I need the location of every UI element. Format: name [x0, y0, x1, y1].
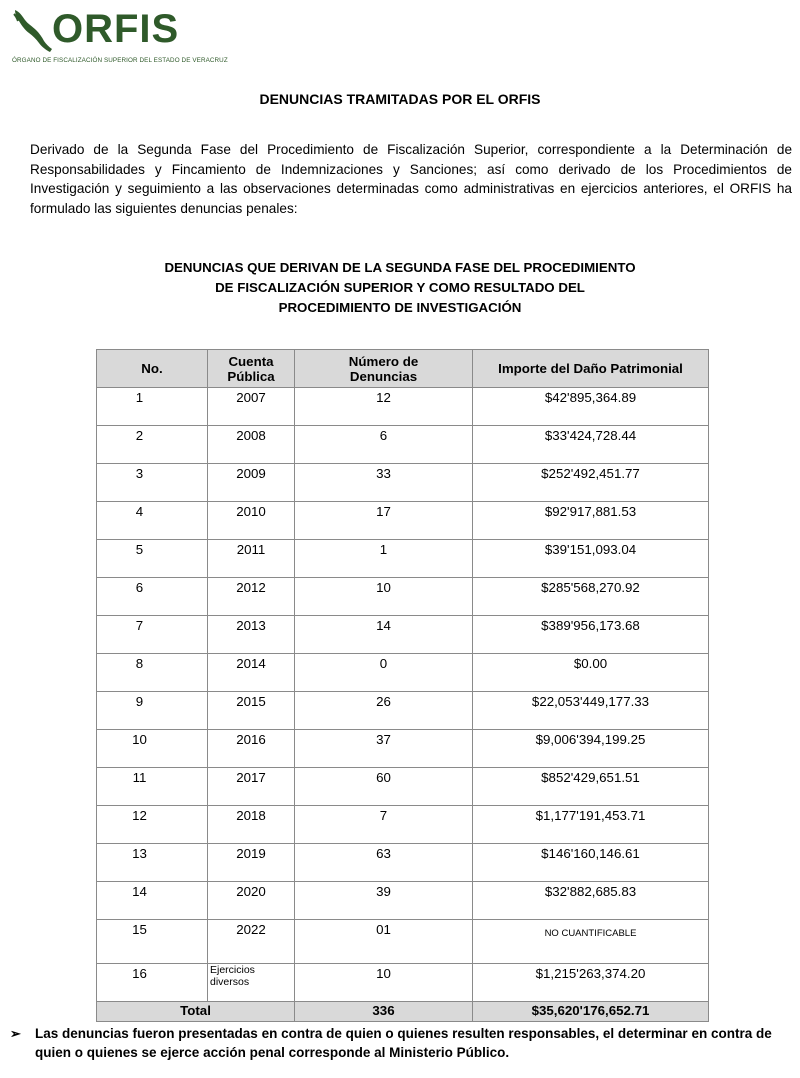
- cell-importe: $39'151,093.04: [473, 540, 709, 578]
- cell-cuenta: 2013: [208, 616, 295, 654]
- cell-importe: $1,177'191,453.71: [473, 806, 709, 844]
- cell-cuenta: 2012: [208, 578, 295, 616]
- cell-no: 14: [132, 884, 147, 899]
- cell-no: 15: [132, 922, 147, 937]
- logo-wordmark: ORFIS: [52, 7, 180, 51]
- table-row: [97, 578, 709, 616]
- cell-no: 10: [132, 732, 147, 747]
- cell-no: 1: [135, 390, 144, 405]
- intro-paragraph: Derivado de la Segunda Fase del Procedimiento de Fiscalización Superior, correspondiente a la Determinación de Responsabilidades y Fincamiento de Indemnizaciones y Sanciones; así como derivado de los Procedimientos de Investigación y seguimiento a las observaciones determinadas como administrativas en ejercicios anteriores, el ORFIS ha formulado las siguientes denuncias penales:: [30, 142, 792, 216]
- cell-cuenta: 2007: [208, 388, 295, 426]
- cell-denuncias: 39: [295, 882, 473, 920]
- cell-importe: $22,053'449,177.33: [473, 692, 709, 730]
- cell-denuncias: 6: [295, 426, 473, 464]
- table-row: [97, 964, 709, 1002]
- cell-denuncias: 37: [295, 730, 473, 768]
- table-row: [97, 882, 709, 920]
- logo-subtitle: ÓRGANO DE FISCALIZACIÓN SUPERIOR DEL ESTADO DE VERACRUZ: [12, 57, 228, 64]
- denuncias-table: [96, 349, 709, 1022]
- table-row: [97, 426, 709, 464]
- table-heading-line: DE FISCALIZACIÓN SUPERIOR Y COMO RESULTADO DEL: [215, 280, 585, 295]
- arrow-bullet-icon: ➢: [10, 1026, 21, 1041]
- table-row: [97, 692, 709, 730]
- veracruz-map-icon: [12, 6, 54, 54]
- cell-denuncias: 17: [295, 502, 473, 540]
- cell-denuncias: 60: [295, 768, 473, 806]
- cell-cuenta: 2014: [208, 654, 295, 692]
- header-cuenta-publica: [208, 350, 295, 388]
- cell-importe: $42'895,364.89: [473, 388, 709, 426]
- cell-denuncias: 7: [295, 806, 473, 844]
- cell-importe: $389'956,173.68: [473, 616, 709, 654]
- cell-cuenta: 2017: [208, 768, 295, 806]
- cell-importe: $1,215'263,374.20: [473, 964, 709, 1002]
- table-heading-line: DENUNCIAS QUE DERIVAN DE LA SEGUNDA FASE DEL PROCEDIMIENTO: [164, 260, 636, 275]
- cell-importe: NO CUANTIFICABLE: [473, 920, 709, 964]
- table-row: [97, 654, 709, 692]
- cell-cuenta: 2010: [208, 502, 295, 540]
- total-importe: $35,620'176,652.71: [473, 1002, 709, 1022]
- header-numero-line2: Denuncias: [349, 368, 418, 384]
- cell-denuncias: 63: [295, 844, 473, 882]
- header-importe: Importe del Daño Patrimonial: [473, 350, 709, 388]
- cell-denuncias: 14: [295, 616, 473, 654]
- cell-cuenta: 2020: [208, 882, 295, 920]
- table-row: [97, 806, 709, 844]
- cell-importe: $252'492,451.77: [473, 464, 709, 502]
- table-header-row: [97, 350, 709, 388]
- cell-denuncias: 26: [295, 692, 473, 730]
- cell-no: 16: [132, 966, 147, 981]
- cell-cuenta: 2015: [208, 692, 295, 730]
- header-cuenta-line1: Cuenta: [228, 353, 274, 369]
- cell-no: 6: [135, 580, 144, 595]
- cell-cuenta: 2008: [208, 426, 295, 464]
- cell-denuncias: 01: [295, 920, 473, 964]
- cell-cuenta: 2019: [208, 844, 295, 882]
- cell-no: 5: [135, 542, 144, 557]
- table-row: [97, 920, 709, 964]
- cell-no: 11: [132, 770, 147, 785]
- cell-no: 2: [135, 428, 144, 443]
- table-heading: [100, 258, 700, 318]
- table-row: [97, 730, 709, 768]
- cell-denuncias: 10: [295, 578, 473, 616]
- table-heading-line: PROCEDIMIENTO DE INVESTIGACIÓN: [278, 300, 522, 315]
- cell-cuenta: 2018: [208, 806, 295, 844]
- footnote-text: Las denuncias fueron presentadas en contra de quien o quienes resulten responsables, el determinar en contra de quien o quienes se ejerce acción penal corresponde al Ministerio Público.: [35, 1026, 772, 1060]
- cell-cuenta: Ejercicios diversos: [208, 964, 295, 1002]
- cell-importe: $33'424,728.44: [473, 426, 709, 464]
- table-row: [97, 540, 709, 578]
- cell-importe: $0.00: [473, 654, 709, 692]
- cell-importe: $852'429,651.51: [473, 768, 709, 806]
- header-numero-denuncias: [295, 350, 473, 388]
- orfis-logo: [12, 6, 228, 66]
- table-row: [97, 388, 709, 426]
- table-row: [97, 502, 709, 540]
- table-row: [97, 616, 709, 654]
- cell-denuncias: 1: [295, 540, 473, 578]
- document-title: DENUNCIAS TRAMITADAS POR EL ORFIS: [259, 91, 541, 107]
- cell-no: 8: [135, 656, 144, 671]
- footnote: [10, 1024, 790, 1062]
- cell-cuenta: 2009: [208, 464, 295, 502]
- cell-no: 12: [132, 808, 147, 823]
- header-numero-line1: Número de: [348, 353, 419, 369]
- cell-denuncias: 10: [295, 964, 473, 1002]
- cell-importe: $9,006'394,199.25: [473, 730, 709, 768]
- cell-no: 7: [135, 618, 144, 633]
- total-denuncias: 336: [295, 1002, 473, 1022]
- cell-cuenta: 2022: [208, 920, 295, 964]
- cell-importe: $92'917,881.53: [473, 502, 709, 540]
- header-cuenta-line2: Pública: [227, 368, 275, 384]
- cell-no: 9: [135, 694, 144, 709]
- table-row: [97, 768, 709, 806]
- cell-no: 13: [132, 846, 147, 861]
- cell-importe: $32'882,685.83: [473, 882, 709, 920]
- cell-no: 4: [135, 504, 144, 519]
- total-label: Total: [97, 1002, 295, 1022]
- cell-denuncias: 12: [295, 388, 473, 426]
- cell-importe: $285'568,270.92: [473, 578, 709, 616]
- header-no: No.: [97, 350, 208, 388]
- table-row: [97, 844, 709, 882]
- cell-denuncias: 0: [295, 654, 473, 692]
- table-row: [97, 464, 709, 502]
- total-row: [97, 1002, 709, 1022]
- cell-cuenta: 2011: [208, 540, 295, 578]
- cell-cuenta: 2016: [208, 730, 295, 768]
- cell-importe: $146'160,146.61: [473, 844, 709, 882]
- cell-denuncias: 33: [295, 464, 473, 502]
- cell-no: 3: [135, 466, 144, 481]
